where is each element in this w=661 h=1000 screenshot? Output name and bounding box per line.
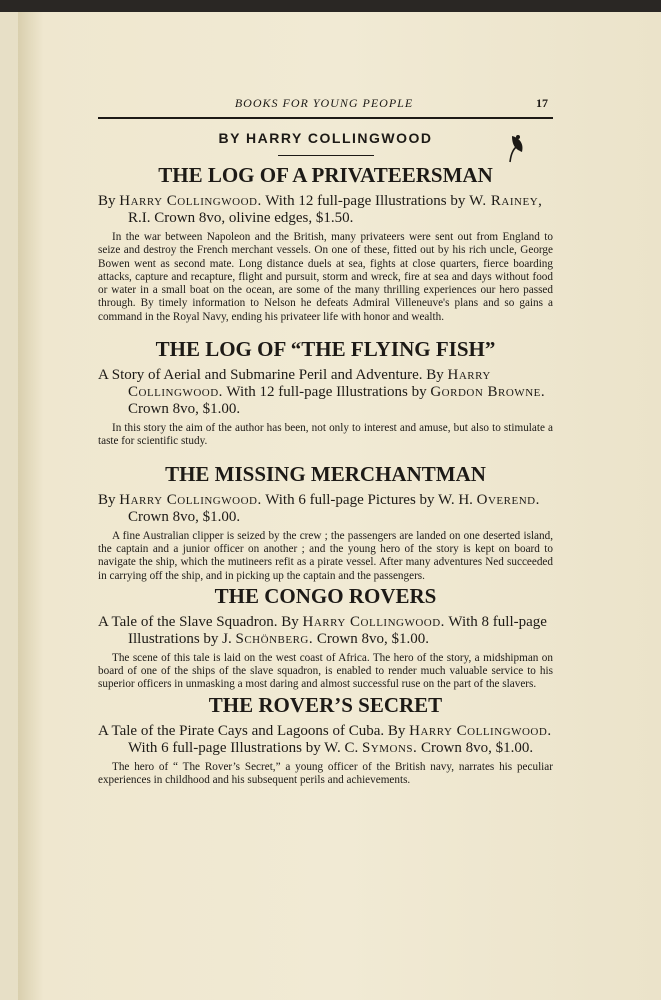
author-name: Harry Collingwood.: [119, 193, 262, 209]
scan-top-edge: [0, 0, 661, 12]
book-entry: [98, 461, 553, 583]
illustrator-name: Overend.: [476, 491, 540, 508]
details-middle: With 12 full-page Illustrations by: [222, 384, 431, 401]
details-price: Crown 8vo, $1.00.: [313, 630, 429, 647]
details-middle: With 6 full-page Pictures by W. H.: [261, 491, 477, 508]
details-middle: With 6 full-page Illustrations by W. C.: [128, 739, 362, 756]
book-description: The scene of this tale is laid on the west coast of Africa. The hero of the story, a midshipman on board of one of the ships of the slave squadron, is enabled to render much valuable service to his superior officers in unmasking a most daring and almost successful ruse on the part of the slavers.: [98, 651, 553, 691]
running-header: BOOKS FOR YOUNG PEOPLE: [234, 96, 414, 110]
book-details: [98, 193, 553, 227]
details-prefix: A Story of Aerial and Submarine Peril and Adventure. By: [98, 367, 448, 384]
book-title: THE MISSING MERCHANTMAN: [165, 461, 486, 486]
book-description: The hero of “ The Rover’s Secret,” a young officer of the British navy, narrates his peculiar experiences in childhood and his subsequent perils and achievements.: [98, 760, 553, 787]
details-price: Crown 8vo, $1.00.: [128, 401, 241, 418]
page-number: 17: [536, 96, 548, 110]
author-heading: BY HARRY COLLINGWOOD: [218, 130, 433, 146]
illustrator-name: Symons.: [361, 739, 418, 756]
book-entry: [98, 583, 553, 692]
book-description: In the war between Napoleon and the British, many privateers were sent out from England to seize and destroy the French merchant vessels. On one of these, fitted out by his rich uncle, George Bowen went as second mate. Long distance duels at sea, fights at close quarters, fierce boarding attacks, capture and recapture, flight and pursuit, storm and wreck, fire at sea and days without food or water in a small boat on the ocean, are some of the many thrilling experiences our hero passed through. By timely information to Nelson he defeats Admiral Villeneuve's plans and so gains a command in the Royal Navy, ending his privateer life with honor and wealth.: [98, 231, 553, 323]
illustrator-name: Gordon Browne.: [430, 384, 546, 401]
details-price: R.I. Crown 8vo, olivine edges, $1.50.: [128, 210, 354, 226]
book-list: [98, 160, 553, 787]
page-header: [98, 96, 550, 112]
details-middle: With 8 full-page Illustrations by J.: [128, 613, 547, 647]
book-details: [98, 614, 553, 648]
details-price: Crown 8vo, $1.00.: [128, 508, 241, 525]
book-description: A fine Australian clipper is seized by the crew ; the passengers are landed on one deserted island, the captain and a junior officer on another ; and the young hero of the story is kept on board to navigate the ship, which the mutineers refit as a pirate vessel. After many adventures Ned succeeded in carrying off the ship, and in picking up the captain and the passengers.: [98, 529, 553, 582]
book-entry: [98, 336, 553, 449]
book-title: THE ROVER’S SECRET: [208, 692, 443, 717]
illustrator-name: W. Rainey,: [469, 193, 543, 209]
heading-divider: [278, 155, 374, 156]
book-details: [98, 723, 553, 757]
book-title: THE LOG OF A PRIVATEERSMAN: [158, 163, 493, 187]
author-name: Harry Collingwood.: [119, 491, 262, 508]
header-rule: [98, 117, 553, 119]
illustrator-name: Schönberg.: [235, 630, 314, 647]
details-prefix: By: [98, 193, 120, 209]
details-middle: With 12 full-page Illustrations by: [261, 193, 470, 209]
details-prefix: By: [98, 491, 120, 508]
book-entry: [98, 162, 553, 324]
author-name: Harry Collingwood.: [302, 613, 445, 630]
book-details: [98, 492, 553, 526]
details-prefix: A Tale of the Pirate Cays and Lagoons of Cuba. By: [98, 722, 410, 739]
details-price: Crown 8vo, $1.00.: [417, 739, 534, 756]
book-details: [98, 367, 553, 418]
book-entry: [98, 692, 553, 788]
author-name: Harry Collingwood.: [128, 367, 491, 401]
book-title: THE LOG OF “THE FLYING FISH”: [155, 337, 496, 362]
book-title: THE CONGO ROVERS: [214, 583, 437, 608]
author-name: Harry Collingwood.: [409, 722, 552, 739]
details-prefix: A Tale of the Slave Squadron. By: [98, 613, 303, 630]
book-description: In this story the aim of the author has been, not only to interest and amuse, but also to stimulate a taste for scientific study.: [98, 422, 553, 448]
